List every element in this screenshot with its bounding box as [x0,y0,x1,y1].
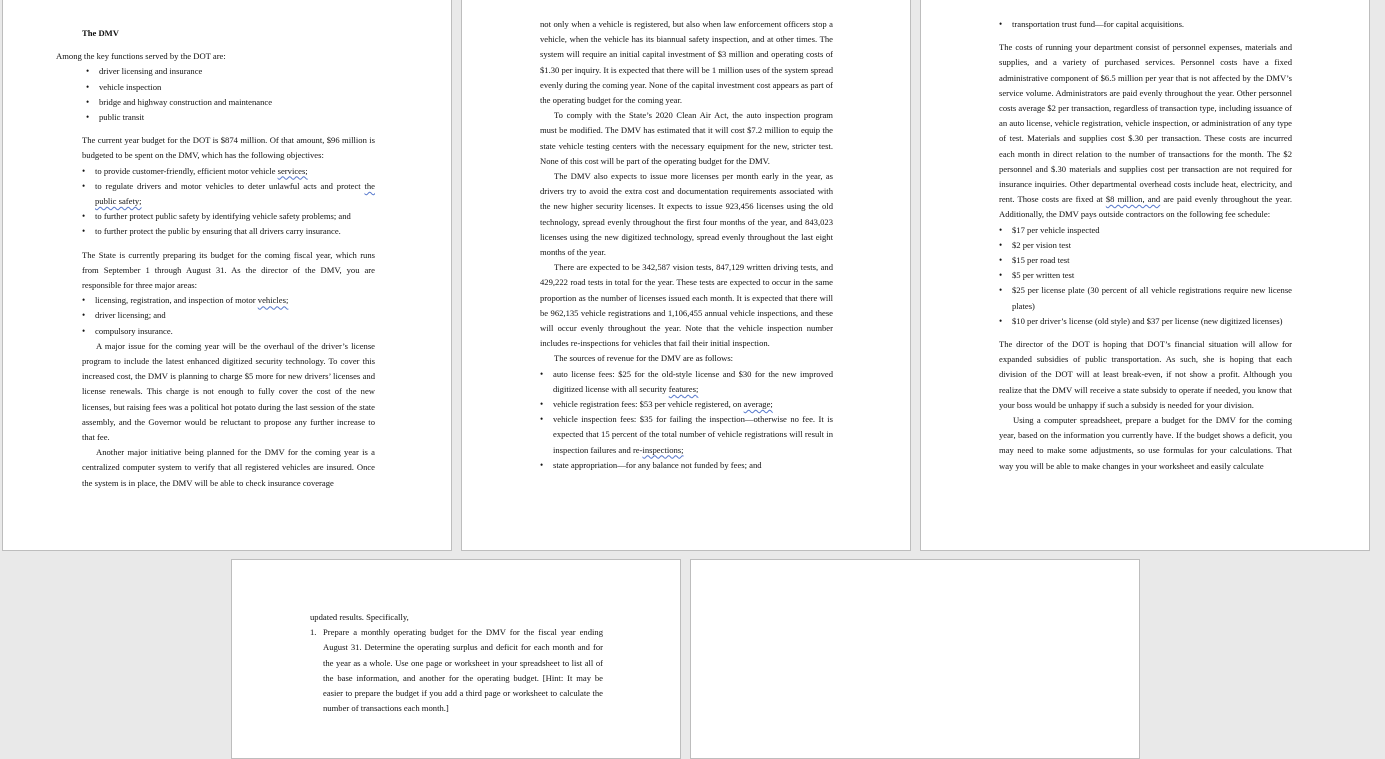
list-item: • bridge and highway construction and maintenance [86,95,375,110]
list-item: • public transit [86,110,375,125]
revenue-intro: The sources of revenue for the DMV are as follows: [554,353,734,364]
list-item: • vehicle registration fees: $53 per vehicle registered, on average; [540,397,833,412]
page-1-text [56,26,375,491]
objectives-list [82,164,375,240]
document-page-1 [2,0,452,551]
list-item: • driver licensing; and [82,308,375,323]
list-item: • licensing, registration, and inspection of motor vehicles; [82,293,375,308]
section-heading: The DMV [82,28,119,38]
intro-line: Among the key functions served by the DOT are: [56,51,226,62]
document-page-3 [920,0,1370,551]
revenue-list [540,367,833,473]
list-item: • $10 per driver’s license (old style) and $37 per license (new digitized licenses) [999,314,1292,329]
list-item: • vehicle inspection [86,80,375,95]
list-item: • to provide customer-friendly, efficient motor vehicle services; [82,164,375,179]
issue-paragraph: A major issue for the coming year will be the overhaul of the driver’s license program to include the latest enhanced digitized security technology. To cover this increased cost, the DMV is planning to charge $5 more for new drivers’ licenses and license renewals. This charge is not enough to fully cover the cost of the new licenses, but raising fees was a political hot potato during the last session of the state assembly, and the Governor would be reluctant to propose any further increase to that fee. [82,340,375,443]
list-item: • state appropriation—for any balance not funded by fees; and [540,458,833,473]
list-item: • $5 per written test [999,268,1292,283]
list-item: • $2 per vision test [999,238,1292,253]
revenue-list-continued [999,17,1292,32]
list-item: • auto license fees: $25 for the old-style license and $30 for the new improved digitized license with all security features; [540,367,833,397]
spellcheck-mark[interactable]: vehicles; [257,295,289,306]
spreadsheet-paragraph: Using a computer spreadsheet, prepare a budget for the DMV for the coming year, based on the information you currently have. If the budget shows a deficit, you may need to make some adjustments, so use formulas for your calculations. That way you will be able to make changes in your worksheet and easily calculate [999,415,1292,471]
list-item: • compulsory insurance. [82,324,375,339]
continuation-paragraph: not only when a vehicle is registered, but also when law enforcement officers stop a vehicle, when the vehicle has its biannual safety inspection, and at other times. The system will require an initial capital investment of $3 million and operating costs of $1.30 per inquiry. It is expected that there will be 1 million uses of the system spread evenly during the coming year. None of the capital investment cost appears as part of the operating budget for the coming year. [540,19,833,106]
list-item: • $25 per license plate (30 percent of all vehicle registrations require new license plates) [999,283,1292,313]
budget-paragraph: The current year budget for the DOT is $874 million. Of that amount, $96 million is budgeted to be spent on the DMV, which has the following objectives: [82,135,375,161]
spellcheck-mark[interactable]: services; [277,165,308,176]
task-list [310,625,603,716]
licenses-paragraph: The DMV also expects to issue more licenses per month early in the year, as drivers try to avoid the extra cost and documentation requirements associated with the new higher security licenses. It expects to issue 923,456 licenses using the old technology, spread evenly throughout the first four months of the year, and 843,023 licenses using the new digitized technology, spread evenly throughout the last eight months of the year. [540,171,833,258]
spellcheck-mark[interactable]: the public safety; [95,180,375,207]
initiative-paragraph: Another major initiative being planned for the DMV for the coming year is a centralized computer system to verify that all registered vehicles are insured. Once the system is in place, the DMV will be able to check insurance coverage [82,447,375,488]
list-item: 1. Prepare a monthly operating budget for the DMV for the fiscal year ending August 31. Determine the operating surplus and deficit for each month and for the year as a whole. Use one page or worksheet in your spreadsheet to list all of the base information, and another for the operating budget. [Hint: It may be easier to prepare the budget if you add a third page or worksheet to calculate the number of transactions each month.] [310,625,603,716]
state-paragraph: The State is currently preparing its budget for the coming fiscal year, which runs from September 1 through August 31. As the director of the DMV, you are responsible for three major areas: [82,249,375,291]
costs-paragraph: The costs of running your department consist of personnel expenses, materials and supplies, and a variety of purchased services. Personnel costs have a fixed administrative component of $6.5 million per year that is not affected by the DMV’s service volume. Administrators are paid evenly throughout the year. Other personnel costs average $2 per transaction, regardless of transaction type, including issuance of an auto license, vehicle registration, vehicle inspection, or administration of any type of test. Materials and supplies cost $.30 per transaction. These costs are incurred each month in direct relation to the number of transactions for the month. The $2 personnel and $.30 materials and supplies cost per transaction are not required for insurance inquiries. Other departmental overhead costs include heat, electricity, and rent. Those costs are fixed at $8 million, and are paid evenly throughout the year. Additionally, the DMV pays outside contractors on the following fee schedule: [999,42,1292,220]
spellcheck-mark[interactable]: inspections; [642,444,684,455]
document-page-4 [231,559,681,759]
list-item: • to regulate drivers and motor vehicles to deter unlawful acts and protect the public safety; [82,179,375,209]
list-item: • transportation trust fund—for capital acquisitions. [999,17,1292,32]
list-item: • $15 per road test [999,253,1292,268]
spellcheck-mark[interactable]: $8 million, and [1105,194,1161,205]
spellcheck-mark[interactable]: average; [743,399,773,410]
document-page-2 [461,0,911,551]
clean-air-paragraph: To comply with the State’s 2020 Clean Air Act, the auto inspection program must be modified. The DMV has estimated that it will cost $7.2 million to equip the state vehicle testing centers with the necessary equipment for the new, stricter test. None of this cost will be part of the operating budget for the DMV. [540,110,833,166]
tests-paragraph: There are expected to be 342,587 vision tests, 847,129 written driving tests, and 429,222 road tests in total for the year. These tests are expected to occur in the same proportion as the number of licenses issued each month. It is expected that there will be 962,135 vehicle registrations and 1,106,455 annual vehicle inspections, and these will occur evenly throughout the year. Note that the vehicle inspection number includes re-inspections for vehicles that fail their initial inspection. [540,262,833,349]
list-item: • to further protect the public by ensuring that all drivers carry insurance. [82,224,375,239]
functions-list [82,64,375,125]
fee-schedule-list [999,223,1292,329]
page-3-text [999,17,1292,474]
list-item: • to further protect public safety by identifying vehicle safety problems; and [82,209,375,224]
list-item: • driver licensing and insurance [86,64,375,79]
continuation-line: updated results. Specifically, [310,612,409,622]
director-paragraph: The director of the DOT is hoping that DOT’s financial situation will allow for expanded subsidies of public transportation. As such, she is hoping that each division of the DOT will at least break-even, if not show a profit. Although you realize that the DMV will receive a state subsidy to operate if needed, you know that your boss would be unhappy if such a subsidy is needed for your division. [999,339,1292,410]
list-item: • $17 per vehicle inspected [999,223,1292,238]
list-item: • vehicle inspection fees: $35 for failing the inspection—otherwise no fee. It is expected that 15 percent of the total number of vehicle registrations will result in inspection failures and re-inspections; [540,412,833,458]
page-4-text [310,610,603,716]
spellcheck-mark[interactable]: features; [668,383,699,394]
page-2-text [540,17,833,473]
document-page-5 [690,559,1140,759]
areas-list [82,293,375,339]
